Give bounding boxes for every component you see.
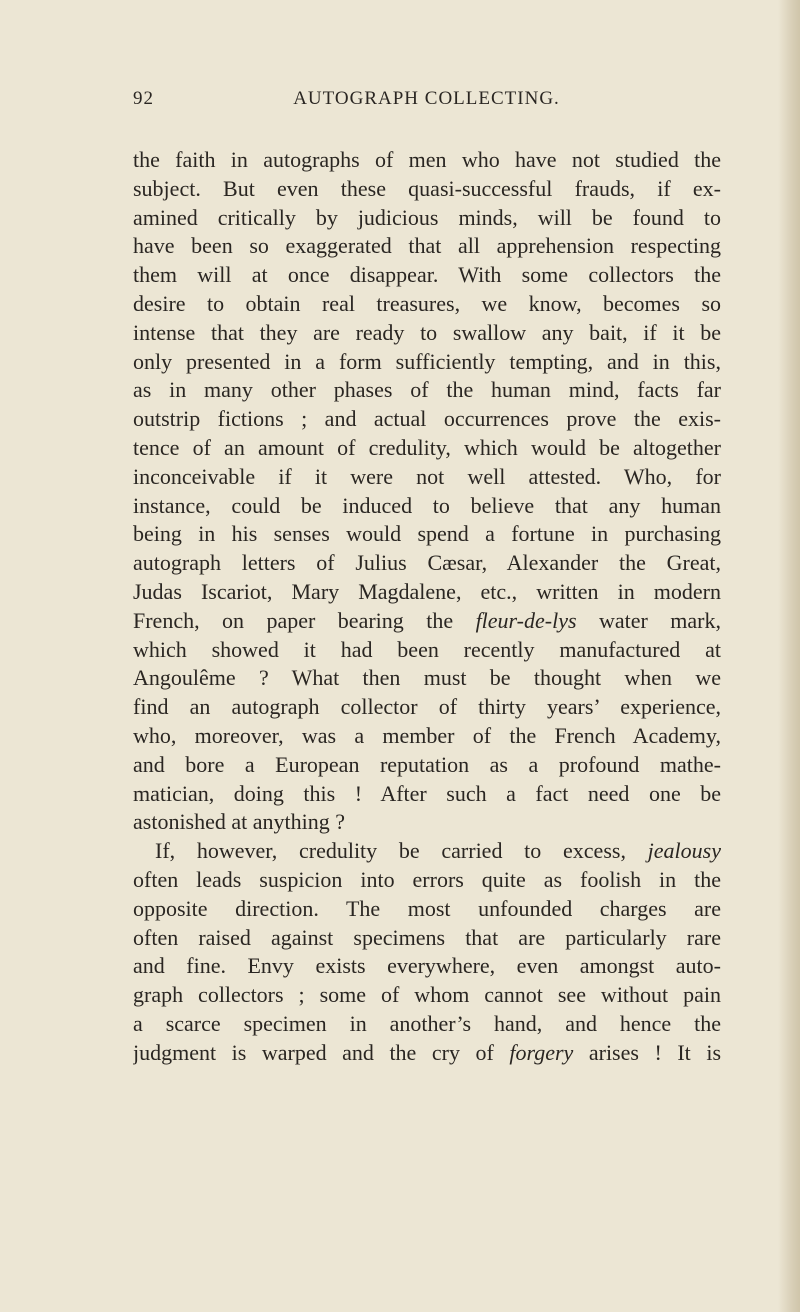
italic-text: fleur-de-lys [475, 607, 577, 633]
text-segment: the faith in autographs of men who have not studied the [133, 147, 721, 172]
text-segment: matician, doing this ! After such a fact need one be [133, 780, 721, 806]
italic-text: jealousy [647, 838, 721, 864]
text-segment: as in many other phases of the human mind, facts far [133, 377, 721, 403]
text-line [133, 693, 721, 722]
text-line [133, 837, 721, 866]
text-line [133, 376, 721, 405]
text-line [133, 866, 721, 895]
text-line [133, 578, 721, 607]
text-line [133, 636, 721, 665]
text-segment: astonished at anything ? [133, 809, 346, 835]
text-segment: Judas Iscariot, Mary Magdalene, etc., written in modern [133, 578, 721, 604]
text-line [133, 780, 721, 809]
text-segment: intense that they are ready to swallow any bait, if it be [133, 319, 721, 345]
text-line [133, 146, 721, 175]
text-segment: French, on paper bearing the [133, 607, 476, 633]
text-segment: If, however, credulity be carried to excess, [155, 838, 648, 864]
text-segment: inconceivable if it were not well attested. Who, for [133, 463, 721, 489]
text-line [133, 751, 721, 780]
text-line [133, 434, 721, 463]
text-segment: and fine. Envy exists everywhere, even amongst auto- [133, 953, 721, 979]
page-number: 92 [133, 88, 154, 109]
text-segment: autograph letters of Julius Cæsar, Alexander the Great, [133, 550, 721, 576]
text-line [133, 549, 721, 578]
text-segment: and bore a European reputation as a profound mathe- [133, 751, 721, 777]
text-line [133, 520, 721, 549]
text-segment: instance, could be induced to believe that any human [133, 492, 721, 518]
text-line [133, 463, 721, 492]
text-line [133, 290, 721, 319]
text-line [133, 607, 721, 636]
text-line [133, 981, 721, 1010]
text-segment: tence of an amount of credulity, which would be altogether [133, 434, 721, 460]
text-segment: being in his senses would spend a fortune in purchasing [133, 521, 721, 547]
text-line [133, 722, 721, 751]
text-line [133, 492, 721, 521]
text-segment: Angoulême ? What then must be thought when we [133, 665, 721, 691]
text-segment: often leads suspicion into errors quite as foolish in the [133, 866, 721, 892]
text-segment: judgment is warped and the cry of [133, 1039, 510, 1065]
text-segment: who, moreover, was a member of the French Academy, [133, 722, 721, 748]
text-line [133, 319, 721, 348]
text-segment: often raised against specimens that are particularly rare [133, 924, 721, 950]
text-line [133, 895, 721, 924]
text-line [133, 664, 721, 693]
text-line [133, 808, 721, 837]
text-line [133, 204, 721, 233]
text-line [133, 348, 721, 377]
text-line [133, 924, 721, 953]
text-line [133, 952, 721, 981]
text-line [133, 232, 721, 261]
text-line [133, 405, 721, 434]
text-segment: find an autograph collector of thirty years’ experience, [133, 694, 721, 720]
running-head: AUTOGRAPH COLLECTING. [293, 88, 560, 109]
text-segment: desire to obtain real treasures, we know, becomes so [133, 290, 721, 316]
text-segment: them will at once disappear. With some collectors the [133, 262, 721, 288]
italic-text: forgery [509, 1039, 574, 1065]
text-segment: have been so exaggerated that all apprehension respecting [133, 233, 721, 259]
text-segment: only presented in a form sufficiently tempting, and in this, [133, 348, 721, 374]
text-line [133, 261, 721, 290]
text-segment: which showed it had been recently manufactured at [133, 636, 721, 662]
text-segment: graph collectors ; some of whom cannot see without pain [133, 982, 721, 1008]
text-segment: outstrip fictions ; and actual occurrences prove the exis- [133, 406, 721, 432]
text-line [133, 175, 721, 204]
text-segment: opposite direction. The most unfounded charges are [133, 895, 721, 921]
text-segment: subject. But even these quasi-successful frauds, if ex- [133, 175, 721, 201]
text-segment: arises ! It is [573, 1039, 721, 1065]
page-edge-shadow [778, 0, 800, 1312]
page-header [133, 88, 720, 114]
text-line [133, 1039, 721, 1068]
text-segment: amined critically by judicious minds, will be found to [133, 204, 721, 230]
body-text [133, 146, 721, 1068]
text-line [133, 1010, 721, 1039]
text-segment: a scarce specimen in another’s hand, and hence the [133, 1010, 721, 1036]
text-segment: water mark, [576, 607, 721, 633]
